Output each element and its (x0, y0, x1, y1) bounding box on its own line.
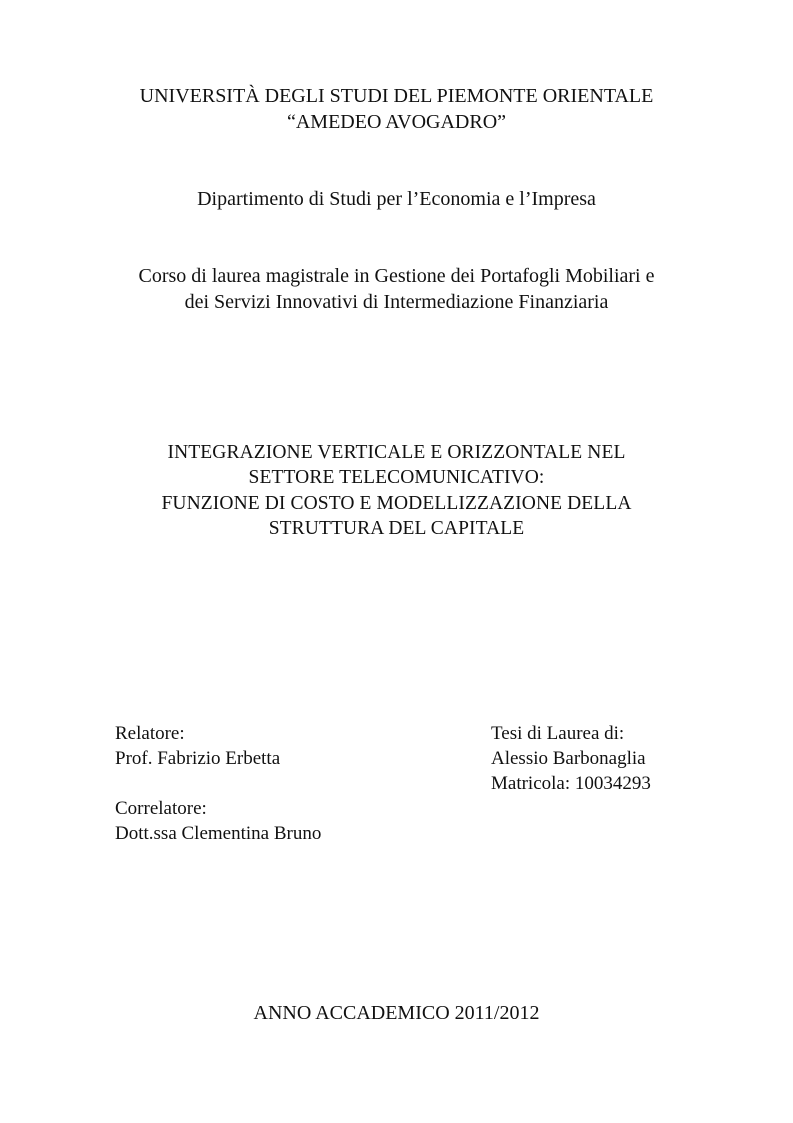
department-name: Dipartimento di Studi per l’Economia e l’Impresa (197, 188, 596, 210)
thesis-title-line: FUNZIONE DI COSTO E MODELLIZZAZIONE DELLA (161, 493, 632, 514)
university-subtitle: “AMEDEO AVOGADRO” (286, 111, 507, 133)
spacer (115, 771, 321, 796)
thesis-title-line: INTEGRAZIONE VERTICALE E ORIZZONTALE NEL (167, 442, 626, 463)
university-name: UNIVERSITÀ DEGLI STUDI DEL PIEMONTE ORIENTALE (139, 85, 654, 107)
supervisors-block (115, 721, 321, 846)
thesis-title-line: STRUTTURA DEL CAPITALE (268, 518, 525, 539)
candidate-block (491, 721, 651, 796)
candidate-matricola: Matricola: 10034293 (491, 773, 651, 794)
relatore-name: Prof. Fabrizio Erbetta (115, 748, 281, 769)
academic-year: ANNO ACCADEMICO 2011/2012 (253, 1002, 540, 1024)
relatore-label: Relatore: (115, 723, 185, 744)
correlatore-name: Dott.ssa Clementina Bruno (115, 823, 322, 844)
course-name-line1: Corso di laurea magistrale in Gestione dei Portafogli Mobiliari e (138, 265, 655, 287)
candidate-label: Tesi di Laurea di: (491, 723, 625, 744)
candidate-name: Alessio Barbonaglia (491, 748, 646, 769)
thesis-title-line: SETTORE TELECOMUNICATIVO: (248, 467, 545, 488)
correlatore-label: Correlatore: (115, 798, 207, 819)
course-name-line2: dei Servizi Innovativi di Intermediazione Finanziaria (184, 291, 609, 313)
